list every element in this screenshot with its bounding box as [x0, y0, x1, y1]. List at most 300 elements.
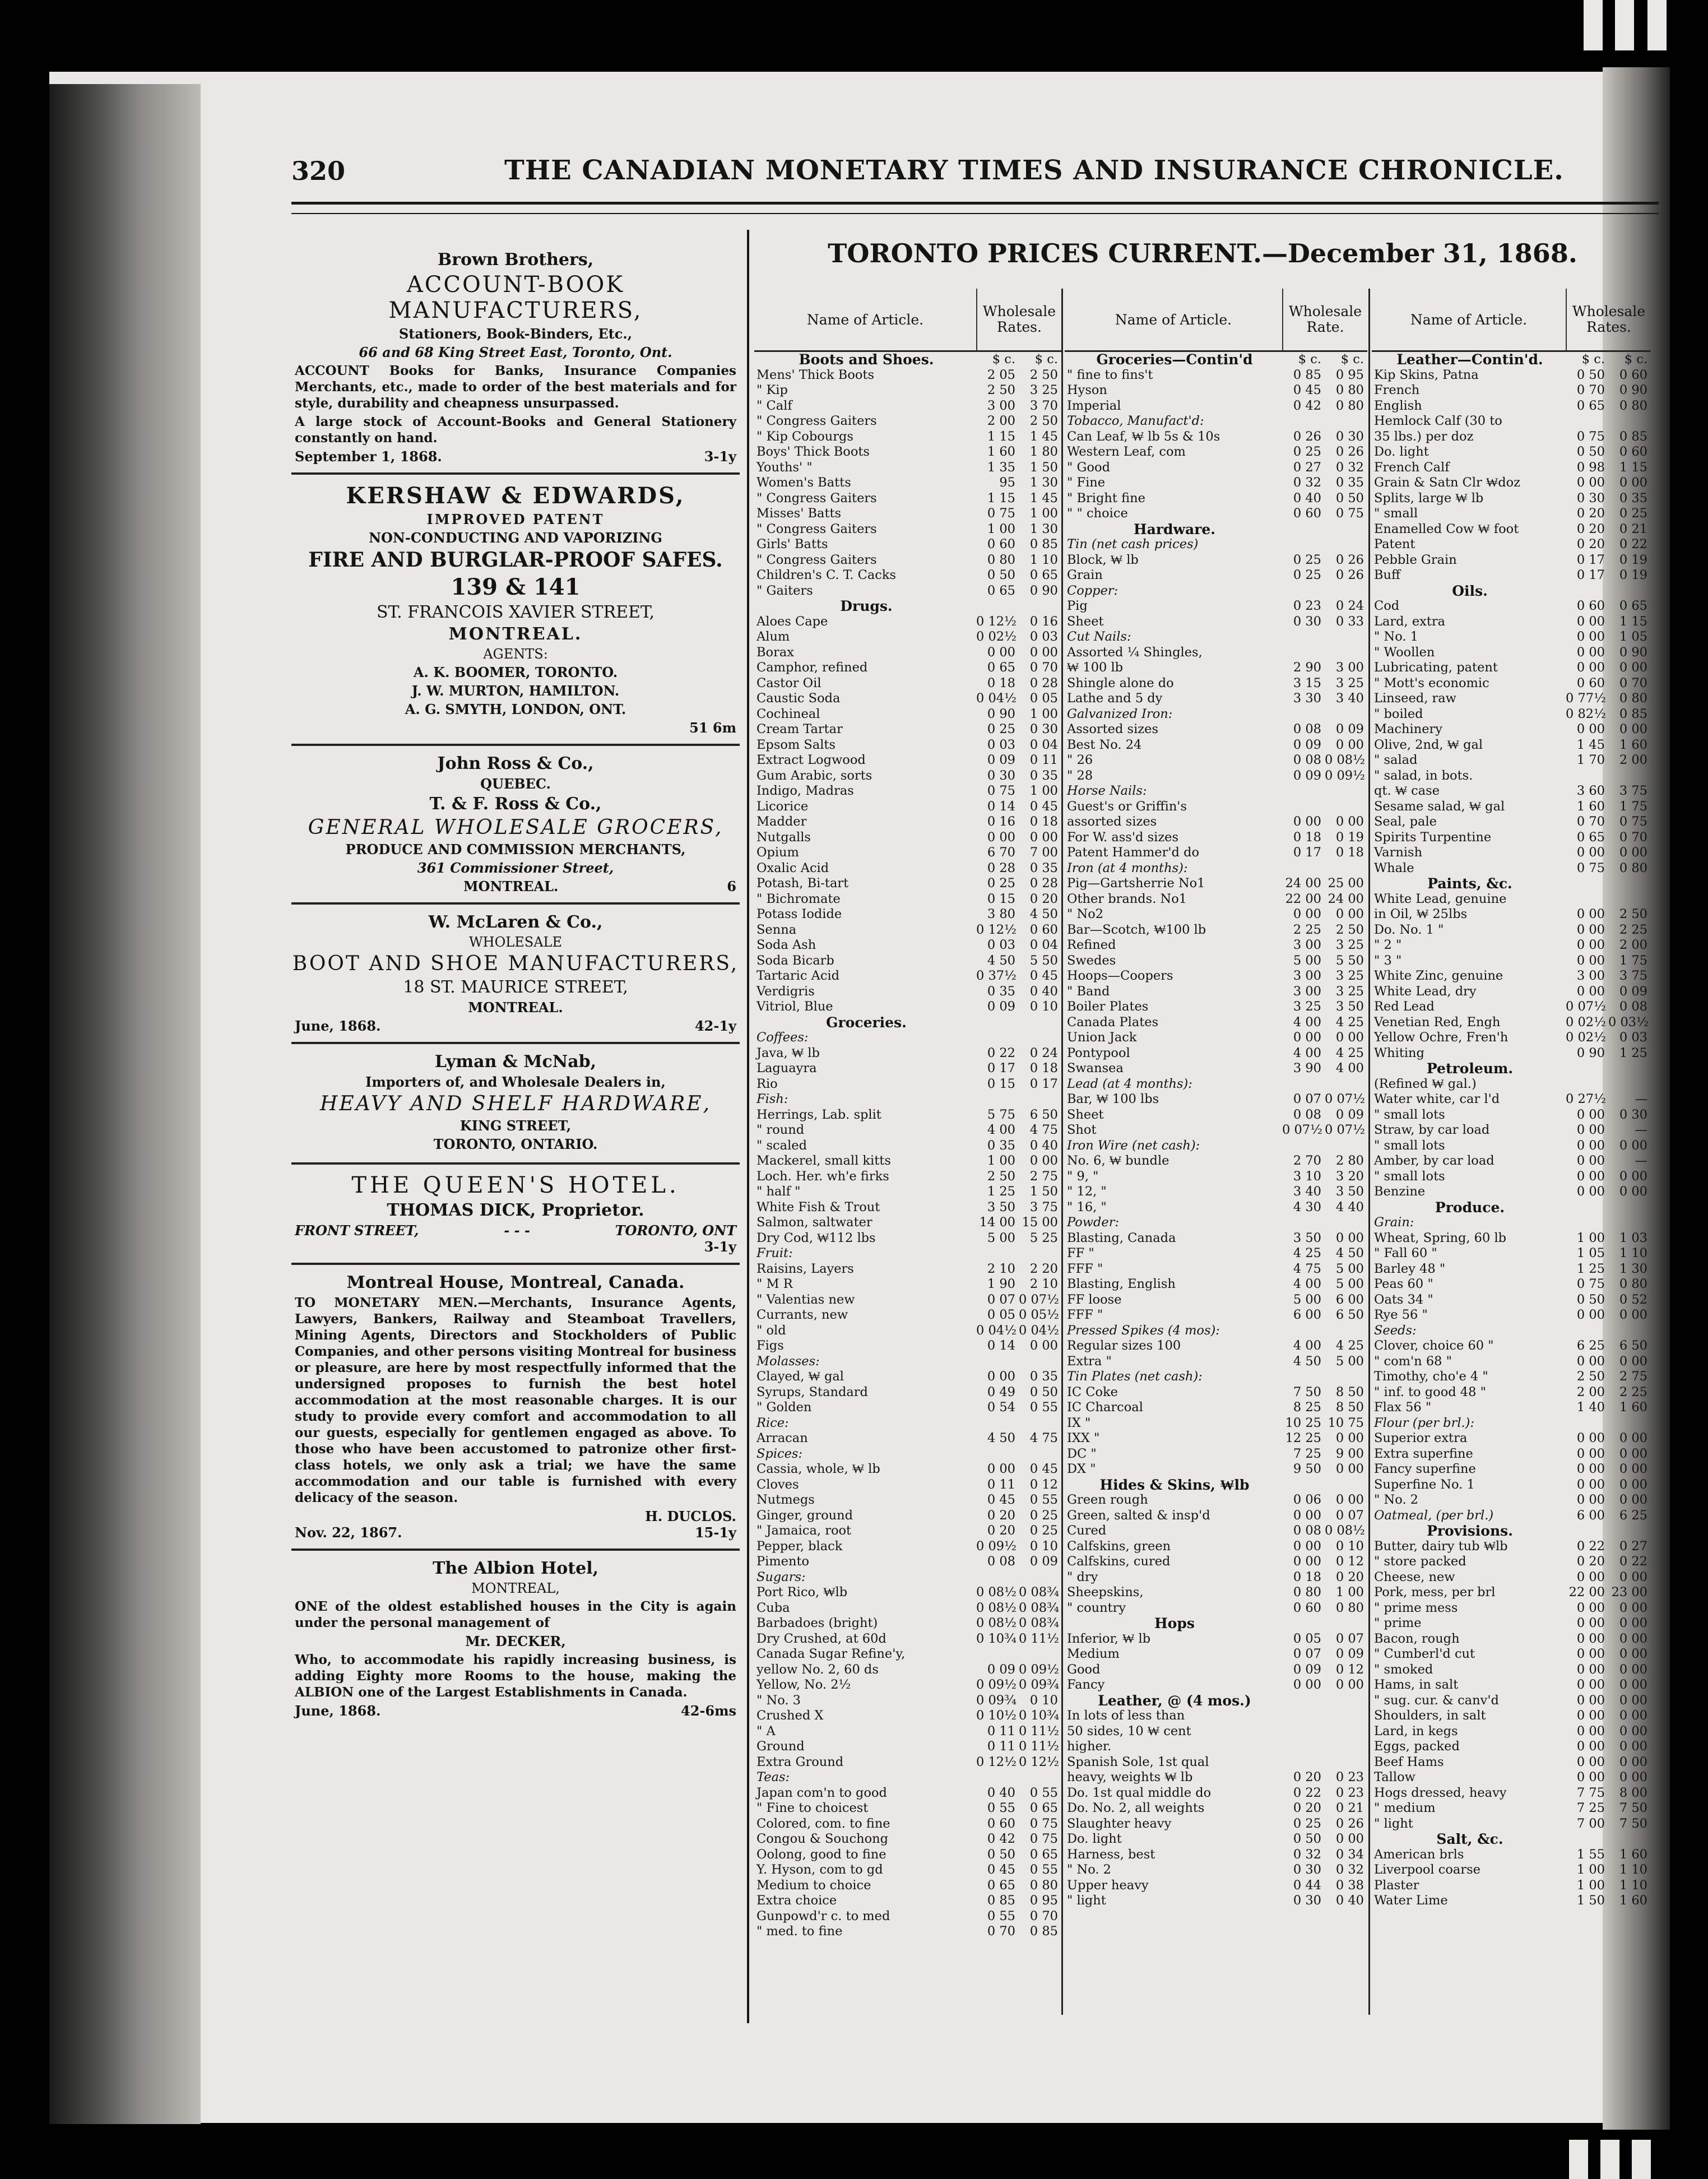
article-name: Blasting, English [1067, 1277, 1176, 1291]
price-row [1372, 1878, 1651, 1894]
price-low [1282, 783, 1325, 799]
price-high: 5 00 [1335, 1261, 1364, 1276]
price-low: 0 04½ [976, 691, 1017, 706]
price-low: 0 07 [987, 1292, 1015, 1307]
price-high: 0 75 [1029, 1816, 1058, 1831]
price-high: 0 05½ [1019, 1308, 1059, 1322]
price-low [1282, 1323, 1325, 1339]
price-low: 0 00 [1576, 953, 1605, 968]
article-name: Splits, large ₩ lb [1374, 490, 1484, 506]
article-name: " Woollen [1374, 645, 1435, 660]
price-low [1282, 537, 1325, 553]
article-name: Misses' Batts [756, 506, 842, 521]
price-low: 0 17 [1293, 845, 1321, 860]
price-low: 0 80 [987, 552, 1015, 567]
price-high: 0 00 [1619, 1308, 1647, 1322]
article-name: Hams, in salt [1374, 1677, 1459, 1692]
price-row [1372, 1770, 1651, 1786]
price-high [1608, 1323, 1651, 1339]
price-row [1065, 1385, 1367, 1401]
subsection-label [754, 1570, 1061, 1585]
name-header: Name of Article. [1065, 289, 1283, 350]
price-low: 0 02½ [1566, 1014, 1606, 1030]
price-high: 0 00 [1619, 1647, 1647, 1661]
price-low: 0 00 [1576, 475, 1605, 490]
article-name: Wheat, Spring, 60 lb [1374, 1230, 1507, 1245]
price-low [1566, 1832, 1608, 1847]
price-low: 0 12½ [976, 1754, 1017, 1769]
price-high: 0 09½ [1325, 768, 1365, 783]
price-low [1282, 414, 1325, 429]
price-row [754, 414, 1061, 429]
ad-street: FRONT STREET, [295, 1222, 419, 1239]
price-low: 0 00 [1576, 1107, 1605, 1122]
article-name: Hides & Skins, ₩lb [1099, 1477, 1250, 1492]
price-row [754, 460, 1061, 476]
price-high: 0 65 [1029, 1847, 1058, 1862]
article-name: " Gaiters [756, 583, 813, 598]
price-high [1019, 1647, 1061, 1662]
price-row [754, 1400, 1061, 1416]
price-low: 0 27 [1293, 460, 1321, 475]
price-low: 0 65 [1576, 829, 1605, 845]
price-high: 2 50 [1029, 414, 1058, 428]
article-name: Oolong, good to fine [756, 1847, 887, 1862]
article-name: Timothy, cho'e 4 " [1374, 1369, 1488, 1384]
price-row [754, 1616, 1061, 1631]
price-low: 0 05 [987, 1308, 1015, 1322]
article-name: Clayed, ₩ gal [756, 1369, 844, 1384]
article-name: Extra choice [756, 1893, 837, 1908]
price-high: 0 00 [1335, 1462, 1364, 1476]
price-low: 0 32 [1293, 1847, 1321, 1862]
article-name: Water Lime [1374, 1893, 1448, 1908]
price-low: 4 50 [1293, 1353, 1321, 1369]
article-name: Cream Tartar [756, 722, 843, 736]
article-name: ₩ 100 lb [1067, 660, 1124, 675]
price-low: 5 00 [987, 1230, 1015, 1245]
price-row [1372, 938, 1651, 953]
price-low: 0 00 [1293, 1677, 1321, 1692]
price-low [1566, 1061, 1608, 1077]
price-low: 14 00 [979, 1215, 1015, 1230]
price-low: 0 00 [1576, 1169, 1605, 1184]
article-name: " salad, in bots. [1374, 768, 1473, 783]
price-low: 0 15 [987, 891, 1015, 906]
article-name: Cassia, whole, ₩ lb [756, 1462, 880, 1476]
price-high: 0 55 [1029, 1492, 1058, 1507]
price-high: 0 00 [1619, 1492, 1647, 1507]
price-high: 0 00 [1335, 1832, 1364, 1846]
price-low: $ c. [992, 352, 1015, 367]
price-low [1282, 583, 1325, 599]
price-high: 2 20 [1029, 1261, 1058, 1276]
price-low: 0 00 [1293, 1538, 1321, 1554]
price-low [1282, 1724, 1325, 1740]
price-low: 0 75 [1576, 1277, 1605, 1291]
price-low [1282, 629, 1325, 645]
article-name: Regular sizes 100 [1067, 1338, 1181, 1353]
price-low: 0 30 [1576, 490, 1605, 506]
price-high: 8 50 [1335, 1400, 1364, 1415]
article-name: higher. [1067, 1739, 1112, 1754]
price-high: 0 11½ [1019, 1739, 1059, 1754]
price-low: 2 05 [987, 367, 1015, 382]
price-row [1372, 429, 1651, 445]
price-low: 6 00 [1576, 1508, 1605, 1523]
price-high: 0 04½ [1019, 1323, 1059, 1338]
article-name: " Fall 60 " [1374, 1246, 1437, 1260]
price-high: 0 00 [1619, 1477, 1647, 1492]
price-row [1065, 907, 1367, 922]
prices-column-3 [1372, 289, 1651, 2015]
price-high: 0 60 [1619, 444, 1647, 459]
price-low: 0 60 [1576, 599, 1605, 613]
article-name: Indigo, Madras [756, 783, 854, 798]
price-row [754, 738, 1061, 753]
price-row [1372, 1647, 1651, 1662]
price-high: 8 50 [1335, 1384, 1364, 1399]
price-row [1372, 1462, 1651, 1477]
price-row [1065, 1739, 1367, 1755]
article-name: Java, ₩ lb [756, 1045, 820, 1060]
name-header: Name of Article. [754, 289, 977, 350]
price-high [1608, 1523, 1651, 1539]
price-row [1372, 1153, 1651, 1169]
price-low: 0 00 [1576, 1770, 1605, 1784]
price-high [1325, 1724, 1367, 1740]
price-low: 3 10 [1293, 1169, 1321, 1184]
price-high: 9 00 [1335, 1446, 1364, 1461]
price-high: 0 07½ [1019, 1292, 1059, 1307]
price-high: 1 60 [1619, 1400, 1647, 1415]
column-items [1065, 352, 1367, 1909]
article-name: Medium to choice [756, 1877, 871, 1893]
article-name: FFF " [1067, 1261, 1103, 1276]
price-low: 0 50 [1576, 1292, 1605, 1307]
ad-line: MONTREAL. [448, 624, 583, 644]
price-row [1372, 999, 1651, 1015]
article-name: Oils. [1452, 583, 1488, 599]
article-name: " Congress Gaiters [756, 490, 877, 506]
article-name: Teas: [756, 1770, 790, 1784]
price-row [754, 814, 1061, 830]
ad-address: 18 ST. MAURICE STREET, [403, 977, 628, 997]
price-row [1065, 1631, 1367, 1647]
price-row [1372, 753, 1651, 768]
price-low [1282, 645, 1325, 661]
price-high [1325, 522, 1367, 537]
price-low: 0 22 [987, 1045, 1015, 1060]
subsection-label [1372, 1323, 1651, 1339]
article-name: White Fish & Trout [756, 1199, 880, 1214]
price-high: 0 00 [1619, 845, 1647, 860]
price-high: 0 07 [1335, 1508, 1364, 1523]
price-high: 0 00 [1335, 1492, 1364, 1507]
price-low: 0 42 [1293, 398, 1321, 413]
price-row [754, 676, 1061, 692]
price-high: 3 25 [1335, 675, 1364, 690]
article-name: FFF " [1067, 1308, 1103, 1322]
price-row [1065, 984, 1367, 1000]
price-high: 0 95 [1335, 367, 1364, 382]
article-name: Swedes [1067, 953, 1116, 968]
article-name: Hyson [1067, 383, 1107, 397]
price-high: 0 90 [1619, 645, 1647, 660]
price-low: 0 12½ [976, 614, 1017, 629]
article-name: Drugs. [840, 599, 893, 614]
price-low [976, 1015, 1019, 1031]
price-high: 1 10 [1619, 1862, 1647, 1877]
price-high: 0 35 [1029, 768, 1058, 783]
price-row [1065, 1169, 1367, 1185]
price-low: 0 82½ [1566, 706, 1606, 721]
article-name: Cod [1374, 599, 1400, 613]
article-name: Pressed Spikes (4 mos): [1067, 1323, 1220, 1338]
article-name: Leather—Contin'd. [1396, 352, 1543, 368]
price-low: 0 00 [1576, 1616, 1605, 1630]
price-row [1372, 1246, 1651, 1262]
article-name: " light [1067, 1893, 1106, 1908]
article-name: " Calf [756, 398, 792, 413]
price-high: 0 08½ [1325, 1523, 1365, 1538]
price-high [1325, 645, 1367, 661]
price-row [1065, 1893, 1367, 1909]
price-row [1065, 1862, 1367, 1878]
article-name: Castor Oil [756, 675, 821, 690]
article-name: Superfine No. 1 [1374, 1477, 1475, 1492]
price-high: 0 45 [1029, 1462, 1058, 1476]
price-row [1372, 1308, 1651, 1323]
article-name: " half " [756, 1184, 801, 1199]
price-high: 0 00 [1335, 1230, 1364, 1245]
price-row [1372, 599, 1651, 614]
price-high: 0 00 [1619, 1631, 1647, 1646]
price-low: 0 75 [987, 506, 1015, 521]
article-name: " Mott's economic [1374, 675, 1489, 690]
price-low: 0 00 [1576, 1662, 1605, 1677]
price-high: 0 22 [1619, 1554, 1647, 1569]
article-name: " Bright fine [1067, 490, 1145, 506]
article-name: Boots and Shoes. [799, 352, 934, 368]
price-high: 5 50 [1335, 953, 1364, 968]
subsection-label [754, 1447, 1061, 1462]
price-low: 3 00 [1293, 968, 1321, 983]
price-low: 0 50 [1293, 1832, 1321, 1846]
price-low: 0 00 [987, 1369, 1015, 1384]
article-name: " Bichromate [756, 891, 841, 906]
price-row [1372, 1862, 1651, 1878]
article-name: Western Leaf, com [1067, 444, 1186, 459]
price-low: 0 40 [1293, 490, 1321, 506]
price-low [976, 1416, 1019, 1431]
price-high [1325, 1477, 1367, 1493]
article-name: Hoops—Coopers [1067, 968, 1173, 983]
price-row [1372, 922, 1651, 938]
price-row [1065, 1308, 1367, 1323]
article-name: DC " [1067, 1446, 1097, 1461]
price-row [1065, 460, 1367, 476]
ad-city: MONTREAL. [463, 878, 559, 894]
article-name: " Band [1067, 984, 1110, 999]
price-low: 0 11 [987, 1739, 1015, 1754]
price-low: 0 00 [1576, 1308, 1605, 1322]
price-row [754, 1523, 1061, 1539]
price-row [1372, 1492, 1651, 1508]
prices-column-1 [754, 289, 1061, 2015]
price-row [754, 722, 1061, 738]
price-row [1372, 1354, 1651, 1370]
price-row [754, 1693, 1061, 1709]
price-low: 0 00 [1576, 1569, 1605, 1584]
article-name: heavy, weights ₩ lb [1067, 1770, 1193, 1784]
price-low: 0 07 [1293, 1092, 1321, 1106]
article-name: Figs [756, 1338, 784, 1353]
price-low: 7 75 [1576, 1785, 1605, 1800]
article-name: Pig—Gartsherrie No1 [1067, 876, 1205, 891]
price-high: $ c. [1340, 352, 1364, 367]
price-row [1065, 660, 1367, 676]
price-low: 0 00 [1576, 1754, 1605, 1769]
price-high: 23 00 [1611, 1585, 1647, 1600]
price-high: 1 50 [1029, 460, 1058, 475]
article-name: Madder [756, 814, 807, 829]
price-row [1065, 876, 1367, 892]
article-name: Hops [1154, 1616, 1195, 1631]
price-row [754, 783, 1061, 799]
article-name: Senna [756, 922, 797, 937]
price-high: 0 11½ [1019, 1631, 1059, 1646]
price-low: 6 70 [987, 845, 1015, 860]
article-name: Tartaric Acid [756, 968, 840, 983]
article-name: " No. 2 [1067, 1862, 1111, 1877]
price-low: 0 10½ [976, 1708, 1017, 1723]
article-name: Pepper, black [756, 1538, 843, 1554]
price-low: 4 50 [987, 953, 1015, 968]
section-heading [754, 599, 1061, 614]
price-high: 1 30 [1029, 521, 1058, 536]
price-low: 0 50 [987, 568, 1015, 582]
ad-sign: H. DUCLOS. [645, 1508, 736, 1524]
price-row [1372, 398, 1651, 414]
price-high: 3 25 [1335, 968, 1364, 983]
section-heading [1372, 352, 1651, 368]
price-high: 1 75 [1619, 799, 1647, 814]
price-row [1372, 537, 1651, 553]
price-row [754, 614, 1061, 630]
price-low: 0 11 [987, 1477, 1015, 1492]
column-divider [747, 230, 749, 2023]
price-row [754, 660, 1061, 676]
article-name: Provisions. [1427, 1523, 1513, 1539]
price-low: 0 16 [987, 814, 1015, 829]
price-high [1325, 1323, 1367, 1339]
price-low: 0 14 [987, 799, 1015, 814]
article-name: Medium [1067, 1647, 1120, 1661]
price-row [1372, 1601, 1651, 1616]
price-low: 0 00 [987, 1462, 1015, 1476]
price-row [754, 1200, 1061, 1216]
price-low: 0 14 [987, 1338, 1015, 1353]
price-high: 1 50 [1029, 1184, 1058, 1199]
price-row [754, 892, 1061, 907]
price-high: 6 00 [1335, 1292, 1364, 1307]
price-row [754, 1739, 1061, 1755]
price-high: — [1635, 1123, 1647, 1137]
article-name: Good [1067, 1662, 1101, 1677]
price-high: 0 90 [1029, 583, 1058, 598]
section-heading [1065, 1477, 1367, 1493]
price-row [1065, 1400, 1367, 1416]
ad-line: WHOLESALE [469, 934, 562, 950]
price-low: 0 08½ [976, 1600, 1017, 1615]
price-low: 3 50 [987, 1199, 1015, 1214]
article-name: " M R [756, 1277, 793, 1291]
price-high: 0 80 [1619, 860, 1647, 875]
price-low: 3 00 [1293, 984, 1321, 999]
article-name: Harness, best [1067, 1847, 1155, 1862]
rate-header: Wholesale Rates. [1572, 303, 1646, 335]
article-name: Swansea [1067, 1061, 1124, 1075]
article-name: Fruit: [756, 1246, 793, 1260]
price-high: 1 75 [1619, 953, 1647, 968]
price-high: 0 20 [1029, 891, 1058, 906]
price-row [754, 645, 1061, 661]
price-low: 0 55 [987, 1908, 1015, 1923]
price-high: 0 30 [1335, 429, 1364, 444]
article-name: Extract Logwood [756, 753, 866, 767]
price-high [1019, 1354, 1061, 1370]
price-low: 4 75 [1293, 1261, 1321, 1276]
price-high: 0 80 [1619, 398, 1647, 413]
price-row [1065, 1832, 1367, 1847]
price-low: 6 25 [1576, 1338, 1605, 1353]
price-high: 0 32 [1335, 1862, 1364, 1877]
ad-city: MONTREAL. [468, 999, 563, 1016]
price-row [1372, 1123, 1651, 1138]
article-name: Union Jack [1067, 1030, 1137, 1045]
price-low: 0 00 [1293, 1508, 1321, 1523]
ad-body: ONE of the oldest established houses in the City is again under the personal management of [295, 1599, 736, 1630]
price-high: 2 25 [1619, 922, 1647, 937]
price-high: 0 40 [1335, 1893, 1364, 1908]
price-row [1065, 1708, 1367, 1724]
price-low [1282, 1077, 1325, 1092]
price-high: 0 70 [1029, 1908, 1058, 1923]
article-name: Raisins, Layers [756, 1261, 854, 1276]
section-heading [1065, 352, 1367, 368]
price-high: 6 50 [1029, 1107, 1058, 1122]
article-name: Cuba [756, 1600, 790, 1615]
price-low: 0 75 [987, 783, 1015, 798]
price-row [754, 1862, 1061, 1878]
article-name: Salt, &c. [1436, 1832, 1503, 1847]
price-row [1065, 599, 1367, 614]
article-name: Eggs, packed [1374, 1739, 1460, 1754]
price-row [1065, 553, 1367, 568]
price-low: 0 09 [987, 1662, 1015, 1677]
price-row [1372, 506, 1651, 522]
price-row [754, 1631, 1061, 1647]
price-high: 0 00 [1619, 1677, 1647, 1692]
price-row [1065, 1601, 1367, 1616]
price-low: 5 00 [1293, 953, 1321, 968]
price-low: 2 10 [987, 1261, 1015, 1276]
price-high: 1 15 [1619, 460, 1647, 475]
subsection-label [1372, 1416, 1651, 1431]
article-name: (Refined ₩ gal.) [1374, 1076, 1477, 1091]
price-row [754, 1431, 1061, 1447]
